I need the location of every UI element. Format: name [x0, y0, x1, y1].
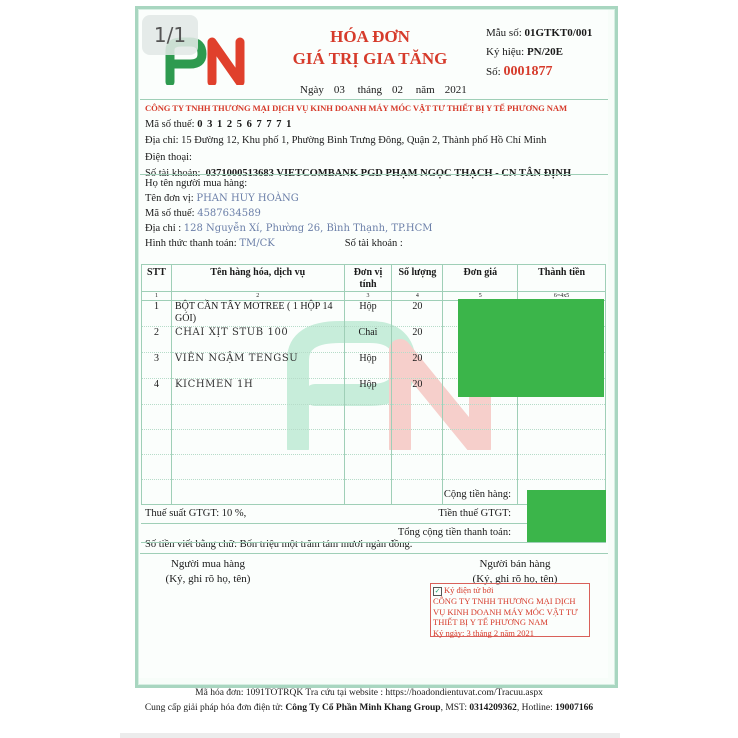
- buyer-unit-label: Tên đơn vị:: [145, 193, 194, 204]
- invoice-title: [270, 26, 470, 70]
- hotline-label: , Hotline:: [516, 703, 553, 713]
- row-qty: 20: [392, 301, 443, 327]
- provider-name: Công Ty Cổ Phần Minh Khang Group: [285, 703, 441, 713]
- row-stt: 4: [142, 379, 172, 405]
- invoice-number: 0001877: [503, 64, 553, 79]
- day-value: 03: [333, 84, 345, 96]
- row-unit: Chai: [344, 327, 392, 353]
- header-item-name: Tên hàng hóa, dịch vụ: [171, 265, 344, 292]
- row-qty: 20: [392, 353, 443, 379]
- electronic-signature-box: [430, 583, 590, 637]
- row-item-name: VIÊN NGẬM TENGSU: [171, 353, 344, 379]
- month-value: 02: [392, 84, 404, 96]
- header-unit-price: Đơn giá: [443, 265, 518, 292]
- table-header-row: [142, 265, 606, 292]
- seller-sign-note: (Ký, ghi rõ họ, tên): [472, 573, 558, 585]
- day-label: Ngày: [300, 84, 324, 96]
- empty-row: [142, 405, 606, 430]
- buyer-address-value: 128 Nguyễn Xí, Phường 26, Bình Thạnh, TP.HCM: [183, 223, 433, 234]
- row-unit: Hộp: [344, 379, 392, 405]
- number-label: Số:: [486, 66, 501, 78]
- row-unit: Hộp: [344, 353, 392, 379]
- month-label: tháng: [357, 84, 383, 96]
- index-cell: 5: [443, 292, 518, 301]
- title-line-2: GIÁ TRỊ GIA TĂNG: [292, 49, 448, 68]
- form-label: Mẫu số:: [486, 27, 522, 39]
- index-cell: 2: [171, 292, 344, 301]
- lookup-line: Mã hóa đơn: 1091TOTRQK Tra cứu tại website : https://hoadondientuvat.com/Tracuu.aspx: [195, 688, 543, 698]
- empty-row: [142, 455, 606, 480]
- hotline-value: 19007166: [555, 703, 594, 713]
- seller-sign-title: Người bán hàng: [479, 558, 551, 570]
- provider-prefix: Cung cấp giải pháp hóa đơn điện tử:: [144, 703, 283, 713]
- redacted-totals-block: [527, 490, 606, 542]
- row-qty: 20: [392, 379, 443, 405]
- vat-amount-label: Tiền thuế GTGT:: [438, 508, 511, 519]
- header-quantity: Số lượng: [392, 265, 443, 292]
- buyer-sign-title: Người mua hàng: [170, 558, 246, 570]
- subtotal-label: Cộng tiền hàng:: [443, 489, 511, 500]
- buyer-payment-label: Hình thức thanh toán:: [145, 238, 237, 249]
- row-qty: 20: [392, 327, 443, 353]
- bottom-edge: [120, 733, 620, 738]
- row-stt: 2: [142, 327, 172, 353]
- vat-rate-label: Thuế suất GTGT: 10 %,: [145, 508, 247, 519]
- mst-value: 0314209362: [469, 703, 517, 713]
- row-unit: Hộp: [344, 301, 392, 327]
- buyer-section: [145, 176, 605, 251]
- seller-tax-label: Mã số thuế:: [145, 118, 195, 130]
- buyer-signature-block: [148, 557, 268, 587]
- amount-in-words: Số tiền viết bằng chữ: Bốn triệu một trăm tám mươi ngàn đồng.: [145, 539, 413, 550]
- buyer-tax-value: 4587634589: [197, 208, 261, 219]
- esign-date: Ký ngày: 3 tháng 2 năm 2021: [433, 627, 535, 638]
- row-item-name: CHAI XỊT STUB 100: [171, 327, 344, 353]
- buyer-tax-label: Mã số thuế:: [145, 208, 195, 219]
- invoice-footer: [120, 686, 618, 716]
- row-stt: 3: [142, 353, 172, 379]
- index-cell: 1: [142, 292, 172, 301]
- year-label: năm: [415, 84, 435, 96]
- signature-check-icon: ✓: [434, 587, 441, 595]
- redacted-prices-block: [458, 299, 604, 397]
- esign-header: Ký điện tử bởi: [444, 585, 494, 595]
- symbol-value: PN/20E: [526, 46, 564, 58]
- divider: [140, 174, 608, 175]
- seller-company: CÔNG TY TNHH THƯƠNG MẠI DỊCH VỤ KINH DOANH MÁY MÓC VẬT TƯ THIẾT BỊ Y TẾ PHƯƠNG NAM: [145, 103, 568, 113]
- mst-label: , MST:: [440, 703, 468, 713]
- form-value: 01GTKT0/001: [524, 27, 593, 39]
- seller-tax-value: 0 3 1 2 5 6 7 7 7 1: [197, 118, 293, 130]
- index-cell: 6=4x5: [518, 292, 606, 301]
- row-stt: 1: [142, 301, 172, 327]
- divider: [140, 553, 608, 554]
- header-amount: Thành tiền: [518, 265, 606, 292]
- empty-row: [142, 430, 606, 455]
- buyer-payment-value: TM/CK: [239, 238, 275, 249]
- index-cell: 3: [344, 292, 392, 301]
- seller-address-label: Địa chỉ:: [145, 135, 179, 146]
- logo-n-glyph: [212, 42, 240, 82]
- page-indicator: 1/1: [142, 15, 198, 55]
- row-item-name: BỘT CẦN TÂY MOTREE ( 1 HỘP 14 GÓI): [171, 301, 344, 327]
- symbol-label: Ký hiệu:: [486, 46, 525, 58]
- grand-total-label: Tổng cộng tiền thanh toán:: [397, 527, 511, 538]
- buyer-unit-value: PHAN HUY HOÀNG: [196, 193, 299, 204]
- invoice-date: [300, 84, 477, 96]
- buyer-name-label: Họ tên người mua hàng:: [145, 178, 248, 189]
- index-cell: 4: [392, 292, 443, 301]
- header-unit: Đơn vị tính: [344, 265, 392, 292]
- seller-section: [145, 100, 605, 183]
- buyer-address-label: Địa chỉ :: [145, 223, 182, 234]
- seller-address-value: 15 Đường 12, Khu phố 1, Phường Bình Trưng Đông, Quận 2, Thành phố Hồ Chí Minh: [181, 135, 547, 146]
- header-stt: STT: [142, 265, 172, 292]
- row-item-name: KICHMEN 1H: [171, 379, 344, 405]
- invoice-meta: [486, 24, 592, 82]
- title-line-1: HÓA ĐƠN: [330, 27, 410, 46]
- seller-phone-label: Điện thoại:: [145, 151, 192, 163]
- buyer-account-label: Số tài khoản :: [344, 238, 403, 249]
- year-value: 2021: [444, 84, 467, 96]
- buyer-sign-note: (Ký, ghi rõ họ, tên): [165, 573, 251, 585]
- esign-company: CÔNG TY TNHH THƯƠNG MẠI DỊCH VỤ KINH DOANH MÁY MÓC VẬT TƯ THIẾT BỊ Y TẾ PHƯƠNG NAM: [433, 596, 578, 627]
